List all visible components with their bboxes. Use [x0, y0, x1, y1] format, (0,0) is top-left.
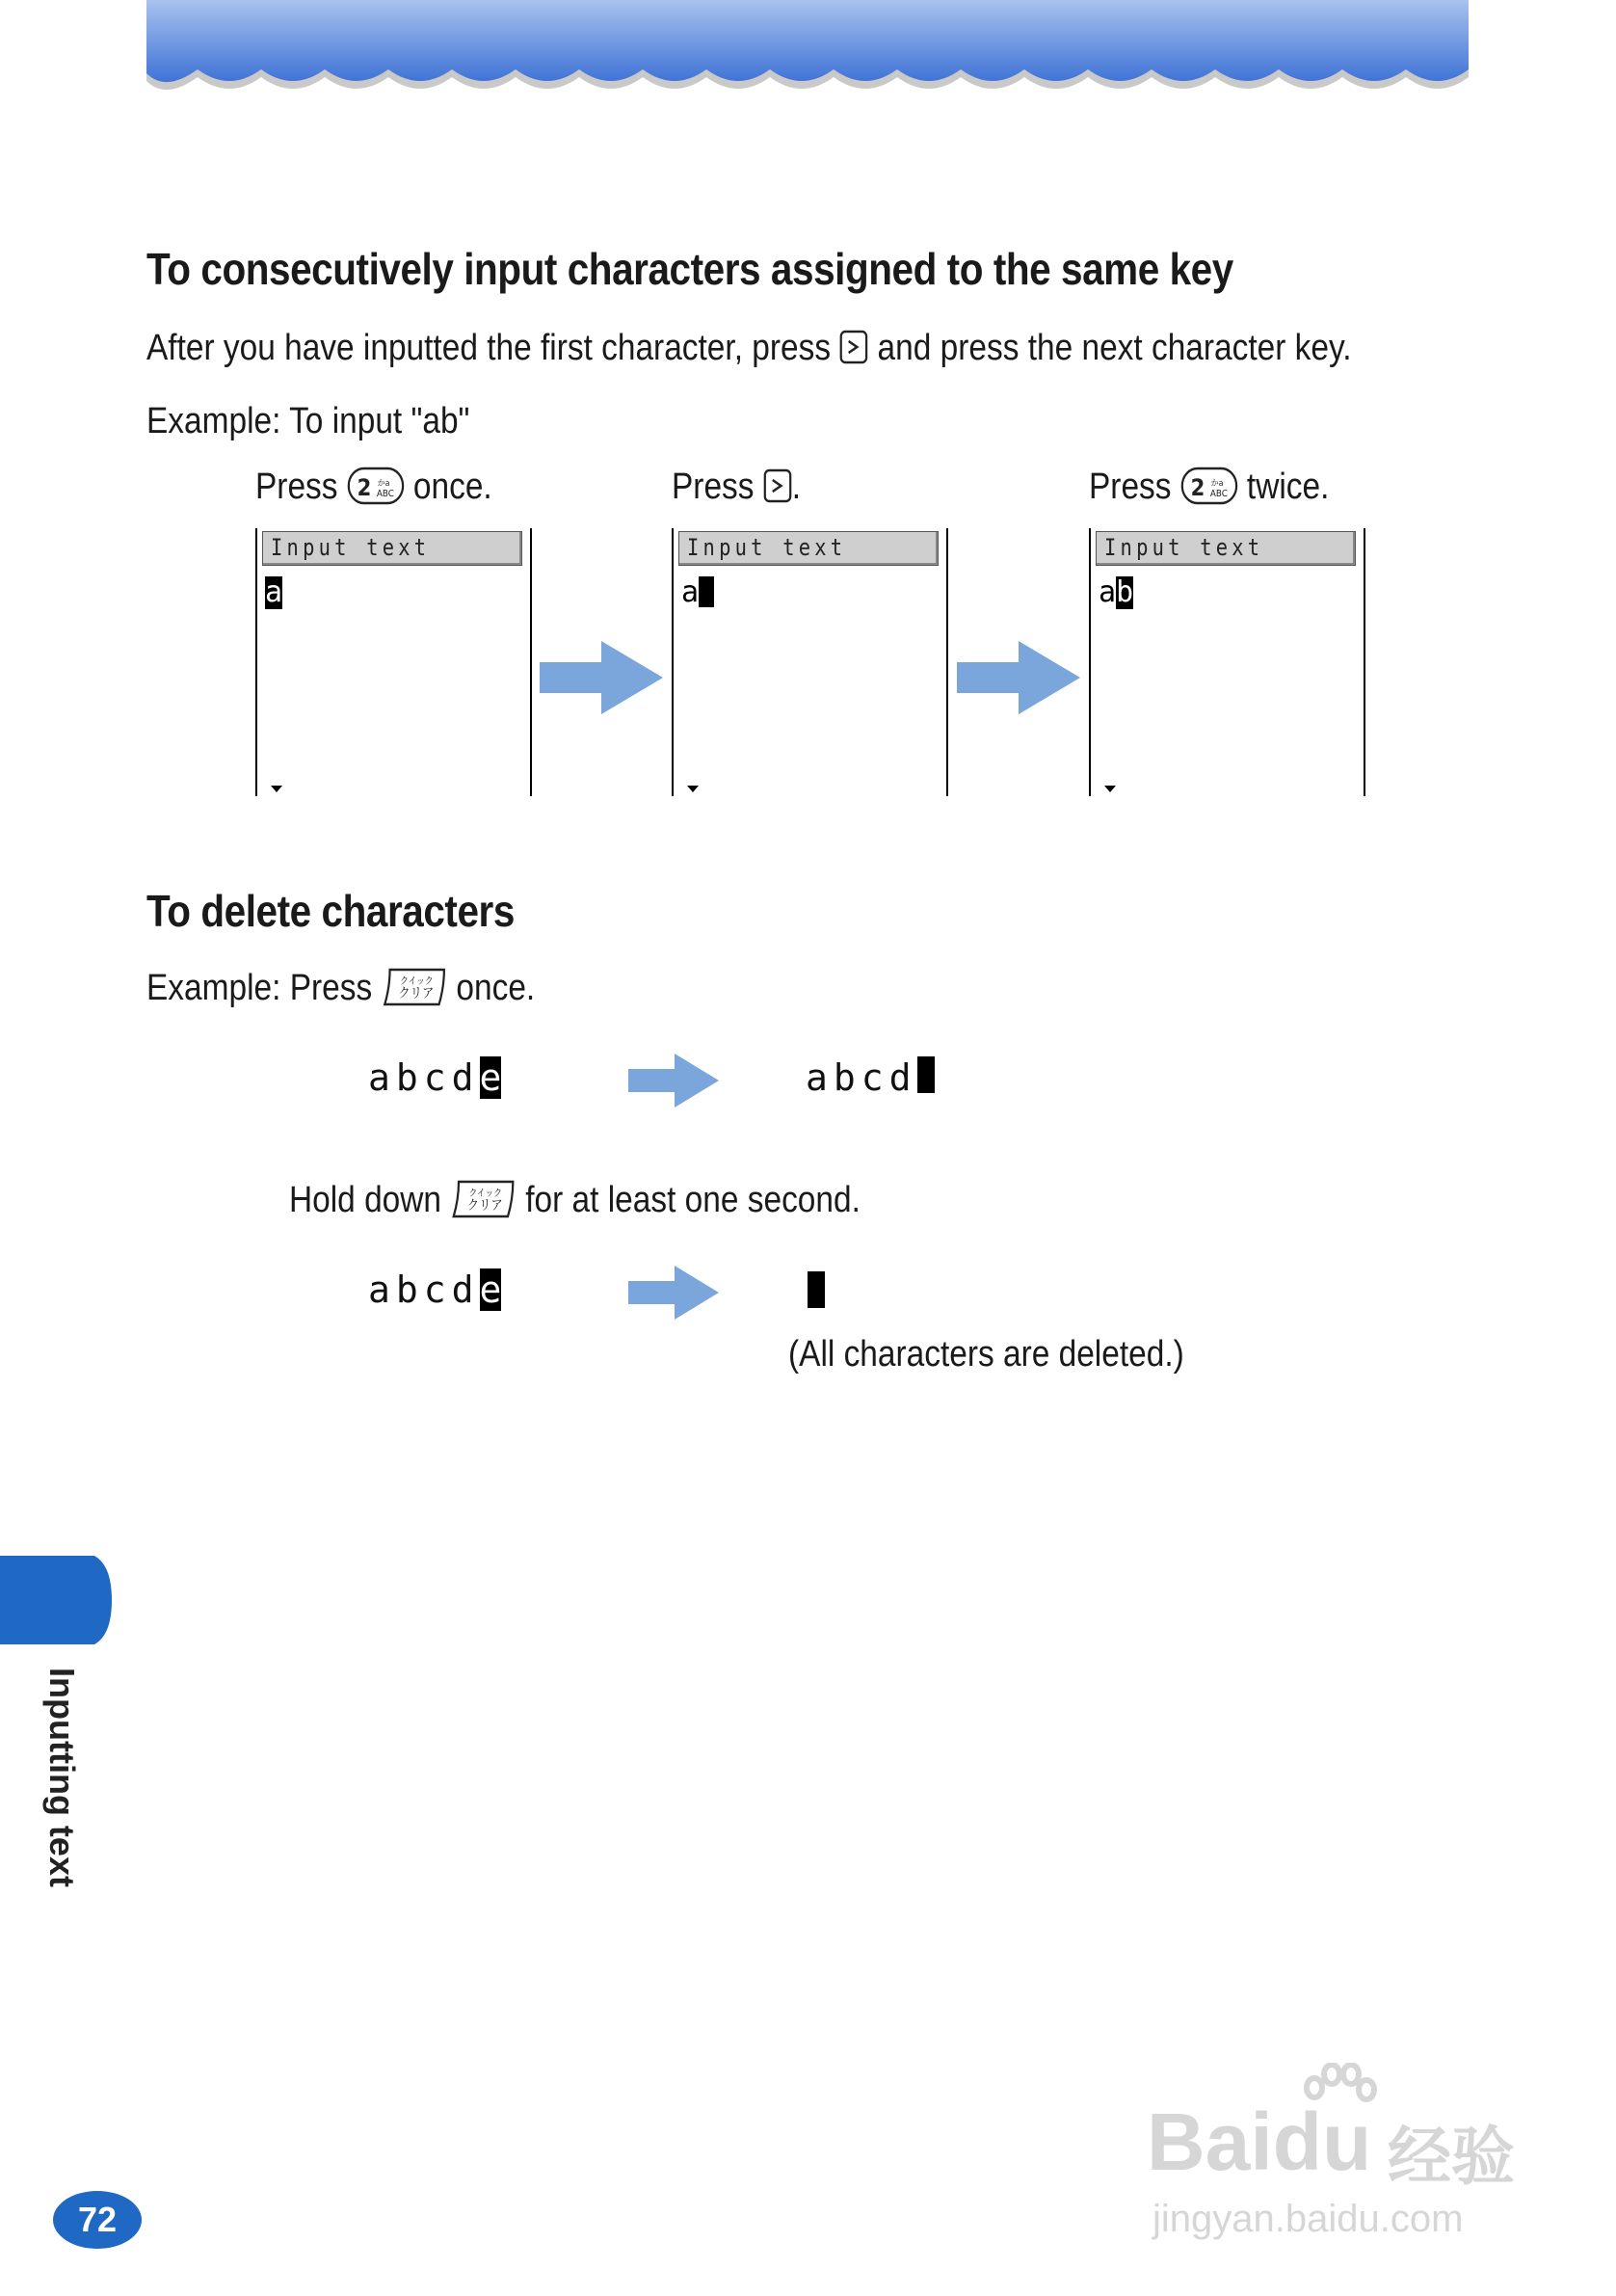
- step2-instruction: [672, 467, 801, 508]
- 2-abc-key-icon: [1180, 467, 1238, 505]
- step3-after: twice.: [1246, 467, 1330, 507]
- typed-text: [1099, 576, 1133, 609]
- right-arrow-icon: [957, 641, 1082, 714]
- watermark-brand-1: Bai: [1147, 2096, 1273, 2187]
- clear-key-icon: [381, 967, 447, 1007]
- cursor-block: [699, 576, 714, 607]
- step1-instruction: [255, 467, 492, 508]
- step3-instruction: [1089, 467, 1329, 508]
- highlighted-char: e: [479, 1056, 502, 1099]
- 2-abc-key-icon: [347, 467, 405, 505]
- phone-screen-step2: [672, 528, 948, 796]
- all-deleted-note: (All characters are deleted.): [788, 1334, 1184, 1375]
- hold-after: for at least one second.: [525, 1180, 861, 1220]
- press-label: Press: [289, 968, 373, 1008]
- step2-after: .: [791, 467, 801, 507]
- watermark-brand-2: du: [1272, 2096, 1372, 2187]
- scroll-down-indicator-icon: [1104, 786, 1116, 792]
- side-tab: [0, 1556, 112, 1644]
- typed-text: [681, 576, 714, 609]
- step3-press: Press: [1089, 467, 1172, 507]
- watermark-cn: 经验: [1388, 2121, 1515, 2192]
- svg-text:クイック: クイック: [468, 1188, 503, 1200]
- intro-paragraph: [146, 328, 1352, 369]
- highlighted-char: a: [265, 575, 283, 609]
- intro-text-after: and press the next character key.: [877, 328, 1352, 368]
- text-plain: abcd: [368, 1268, 480, 1311]
- example-label: Example:: [146, 968, 281, 1008]
- page-number: 72: [53, 2191, 142, 2249]
- right-arrow-icon: [628, 1054, 721, 1108]
- hold-down-line: [289, 1180, 861, 1222]
- intro-text-before: After you have inputted the first character, press: [146, 328, 832, 368]
- cursor-block: [808, 1271, 825, 1308]
- delete-row1-before: [368, 1056, 501, 1099]
- screen-title-bar: [678, 531, 939, 566]
- svg-text:クリア: クリア: [398, 986, 435, 1002]
- highlighted-char: b: [1116, 575, 1134, 609]
- step1-after: once.: [412, 467, 492, 507]
- typed-text: [265, 576, 282, 609]
- clear-key-icon: [450, 1179, 517, 1219]
- svg-text:クリア: クリア: [466, 1198, 503, 1215]
- header-banner: [146, 0, 1469, 96]
- svg-text:2: 2: [357, 474, 372, 502]
- svg-text:2: 2: [1190, 474, 1205, 502]
- svg-text:ABC: ABC: [376, 488, 394, 500]
- svg-text:かа: かа: [377, 477, 390, 489]
- section-heading-consecutive-input: To consecutively input characters assigned to the same key: [146, 244, 1233, 294]
- delete-row2-before: [368, 1268, 501, 1311]
- svg-text:かа: かа: [1210, 477, 1224, 489]
- text-plain: abcd: [368, 1056, 480, 1099]
- section-heading-delete: To delete characters: [146, 886, 515, 936]
- side-tab-label: Inputting text: [42, 1668, 82, 1887]
- screen-title: Input text: [687, 534, 847, 561]
- text-plain: abcd: [806, 1056, 917, 1099]
- cursor-block: [917, 1056, 935, 1093]
- typed-plain: a: [681, 575, 700, 609]
- highlighted-char: e: [479, 1268, 502, 1311]
- watermark-brand: [1147, 2096, 1371, 2189]
- screen-title: Input text: [1104, 534, 1264, 561]
- step2-press: Press: [672, 467, 755, 507]
- baidu-watermark: [1147, 2063, 1532, 2246]
- delete-example-line: [146, 968, 535, 1010]
- right-arrow-key-icon: [763, 468, 792, 503]
- hold-before: Hold down: [289, 1180, 442, 1220]
- scroll-down-indicator-icon: [271, 786, 282, 792]
- screen-title-bar: [262, 531, 522, 566]
- once-label: once.: [456, 968, 536, 1008]
- watermark-url: jingyan.baidu.com: [1152, 2198, 1464, 2240]
- right-arrow-key-icon: [839, 330, 868, 364]
- step1-press: Press: [255, 467, 338, 507]
- screen-title: Input text: [271, 534, 431, 561]
- phone-screen-step3: [1089, 528, 1365, 796]
- typed-plain: a: [1099, 575, 1117, 609]
- right-arrow-icon: [540, 641, 665, 714]
- delete-row1-after: [806, 1056, 935, 1099]
- svg-text:ABC: ABC: [1209, 488, 1228, 500]
- screen-title-bar: [1096, 531, 1356, 566]
- scroll-down-indicator-icon: [687, 786, 699, 792]
- phone-screen-step1: [255, 528, 532, 796]
- right-arrow-icon: [628, 1266, 721, 1320]
- svg-text:クイック: クイック: [399, 975, 434, 988]
- example-label: Example: To input "ab": [146, 401, 470, 441]
